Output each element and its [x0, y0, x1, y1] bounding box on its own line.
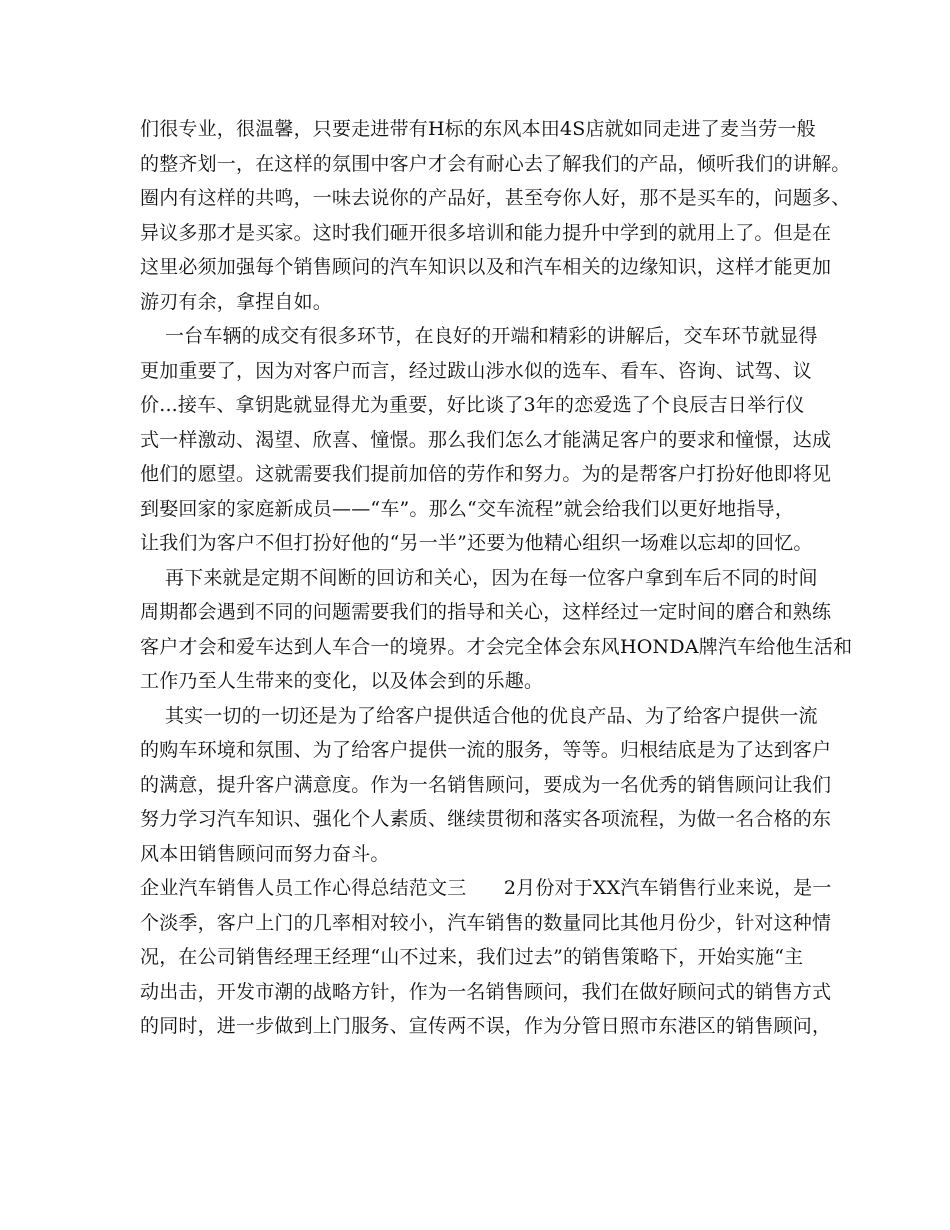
text-line: 到娶回家的家庭新成员——“车”。那么“交车流程”就会给我们以更好地指导，: [140, 497, 795, 520]
text-line: 价...接车、拿钥匙就显得尤为重要，好比谈了3年的恋爱选了个良辰吉日举行仪: [140, 394, 805, 416]
text-line: 努力学习汽车知识、强化个人素质、继续贯彻和落实各项流程，为做一名合格的东: [140, 808, 832, 830]
text-line: 风本田销售顾问而努力奋斗。: [140, 842, 390, 865]
text-line: 客户才会和爱车达到人车合一的境界。才会完全体会东风HONDA牌汽车给他生活和: [140, 635, 853, 658]
text-line: 一台车辆的成交有很多环节，在良好的开端和精彩的讲解后，交车环节就显得: [140, 325, 818, 347]
text-line: 的同时，进一步做到上门服务、宣传两不误，作为分管日照市东港区的销售顾问，: [140, 1015, 832, 1037]
text-line: 让我们为客户不但打扮好他的“另一半”还要为他精心组织一场难以忘却的回忆。: [140, 532, 813, 554]
text-line: 的购车环境和氛围、为了给客户提供一流的服务，等等。归根结底是为了达到客户: [140, 739, 832, 761]
text-line: 圈内有这样的共鸣，一味去说你的产品好，甚至夸你人好，那不是买车的，问题多、: [140, 187, 851, 209]
text-line: 再下来就是定期不间断的回访和关心，因为在每一位客户拿到车后不同的时间: [140, 566, 818, 589]
text-line: 们很专业，很温馨，只要走进带有H标的东风本田4S店就如同走进了麦当劳一般: [140, 118, 816, 140]
text-line: 企业汽车销售人员工作心得总结范文三 2月份对于XX汽车销售行业来说，是一: [140, 877, 832, 899]
text-line: 的满意，提升客户满意度。作为一名销售顾问，要成为一名优秀的销售顾问让我们: [140, 773, 832, 796]
text-line: 个淡季，客户上门的几率相对较小，汽车销售的数量同比其他月份少，针对这种情: [140, 911, 832, 934]
text-line: 工作乃至人生带来的变化，以及体会到的乐趣。: [140, 670, 544, 692]
text-line: 动出击，开发市潮的战略方针，作为一名销售顾问，我们在做好顾问式的销售方式: [140, 980, 832, 1003]
text-line: 的整齐划一，在这样的氛围中客户才会有耐心去了解我们的产品，倾听我们的讲解。: [140, 152, 851, 175]
text-line: 异议多那才是买家。这时我们砸开很多培训和能力提升中学到的就用上了。但是在: [140, 221, 832, 244]
body-text: [140, 112, 853, 1044]
text-line: 况，在公司销售经理王经理“山不过来，我们过去”的销售策略下，开始实施“主: [140, 946, 804, 968]
text-line: 他们的愿望。这就需要我们提前加倍的劳作和努力。为的是帮客户打扮好他即将见: [140, 463, 832, 485]
text-line: 这里必须加强每个销售顾问的汽车知识以及和汽车相关的边缘知识，这样才能更加: [140, 256, 832, 278]
text-line: 游刃有余，拿捏自如。: [140, 290, 333, 313]
text-line: 周期都会遇到不同的问题需要我们的指导和关心，这样经过一定时间的磨合和熟练: [140, 601, 832, 623]
text-line: 式一样激动、渴望、欣喜、憧憬。那么我们怎么才能满足客户的要求和憧憬，达成: [140, 428, 832, 451]
text-line: 更加重要了，因为对客户而言，经过跋山涉水似的选车、看车、咨询、试驾、议: [140, 359, 813, 382]
text-line: 其实一切的一切还是为了给客户提供适合他的优良产品、为了给客户提供一流: [140, 704, 818, 727]
